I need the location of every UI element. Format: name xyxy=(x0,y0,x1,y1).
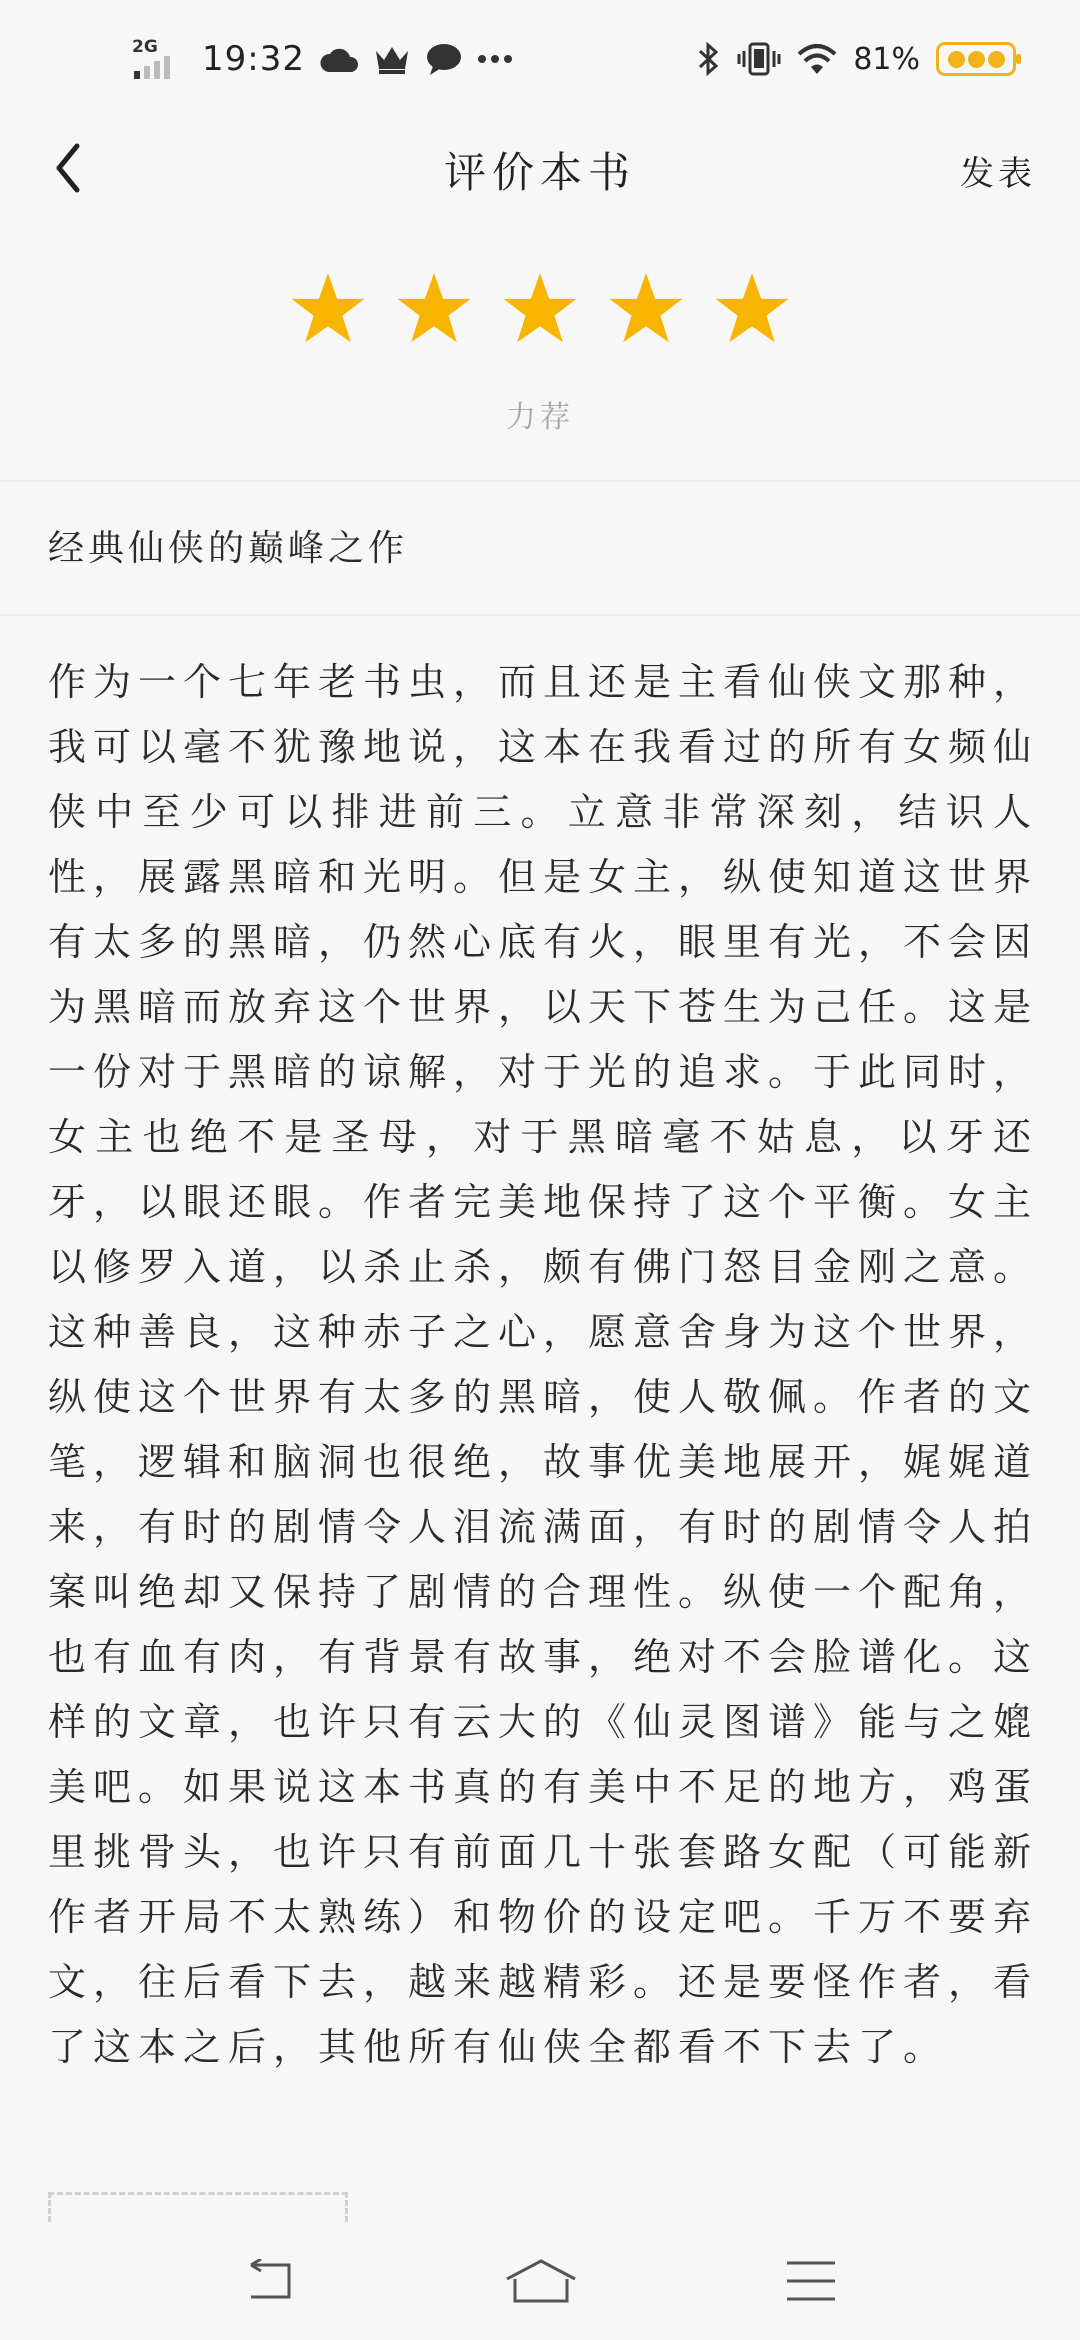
chat-bubble-icon xyxy=(425,42,463,76)
add-image-placeholder[interactable] xyxy=(48,2192,348,2222)
divider xyxy=(0,614,1080,616)
network-type: 2G xyxy=(132,37,158,57)
status-bar-right xyxy=(697,34,1016,84)
cloud-icon xyxy=(319,44,359,74)
star-rating[interactable] xyxy=(290,270,790,346)
battery-percentage: 81% xyxy=(853,41,920,77)
header xyxy=(0,118,1080,222)
status-bar-left xyxy=(132,34,513,84)
rating-label: 力荐 xyxy=(506,400,574,435)
crown-icon xyxy=(373,43,411,75)
nav-home-button[interactable] xyxy=(496,2246,586,2316)
review-title-input[interactable]: 经典仙侠的巅峰之作 xyxy=(48,528,409,569)
home-icon xyxy=(503,2257,579,2305)
vibrate-icon xyxy=(737,42,781,76)
review-body-input[interactable]: 作为一个七年老书虫，而且还是主看仙侠文那种，我可以毫不犹豫地说，这本在我看过的所有女频仙侠中至少可以排进前三。立意非常深刻，结识人性，展露黑暗和光明。但是女主，纵使知道这世界有太多的黑暗，仍然心底有火，眼里有光，不会因为黑暗而放弃这个世界，以天下苍生为己任。这是一份对于黑暗的谅解，对于光的追求。于此同时，女主也绝不是圣母，对于黑暗毫不姑息，以牙还牙，以眼还眼。作者完美地保持了这个平衡。女主以修罗入道，以杀止杀，颇有佛门怒目金刚之意。这种善良，这种赤子之心，愿意舍身为这个世界，纵使这个世界有太多的黑暗，使人敬佩。作者的文笔，逻辑和脑洞也很绝，故事优美地展开，娓娓道来，有时的剧情令人泪流满面，有时的剧情令人拍案叫绝却又保持了剧情的合理性。纵使一个配角，也有血有肉，有背景有故事，绝对不会脸谱化。这样的文章，也许只有云大的《仙灵图谱》能与之媲美吧。如果说这本书真的有美中不足的地方，鸡蛋里挑骨头，也许只有前面几十张套路女配（可能新作者开局不太熟练）和物价的设定吧。千万不要弃文，往后看下去，越来越精彩。还是要怪作者，看了这本之后，其他所有仙侠全都看不下去了。 xyxy=(48,660,1039,2069)
star-icon[interactable] xyxy=(502,270,578,346)
publish-button[interactable]: 发表 xyxy=(960,154,1036,194)
back-icon xyxy=(241,2259,297,2303)
star-icon[interactable] xyxy=(396,270,472,346)
status-time: 19:32 xyxy=(202,39,305,79)
divider xyxy=(0,480,1080,482)
menu-icon xyxy=(783,2259,839,2303)
star-icon[interactable] xyxy=(714,270,790,346)
status-bar xyxy=(0,0,1080,118)
wifi-icon xyxy=(797,43,837,75)
star-icon[interactable] xyxy=(290,270,366,346)
star-icon[interactable] xyxy=(608,270,684,346)
more-dots-icon xyxy=(477,54,513,64)
cellular-signal-icon xyxy=(132,37,188,81)
page-title: 评价本书 xyxy=(443,148,636,197)
nav-back-button[interactable] xyxy=(224,2246,314,2316)
battery-icon xyxy=(936,42,1016,76)
system-nav-bar xyxy=(0,2222,1080,2340)
bluetooth-icon xyxy=(697,41,721,77)
nav-menu-button[interactable] xyxy=(766,2246,856,2316)
